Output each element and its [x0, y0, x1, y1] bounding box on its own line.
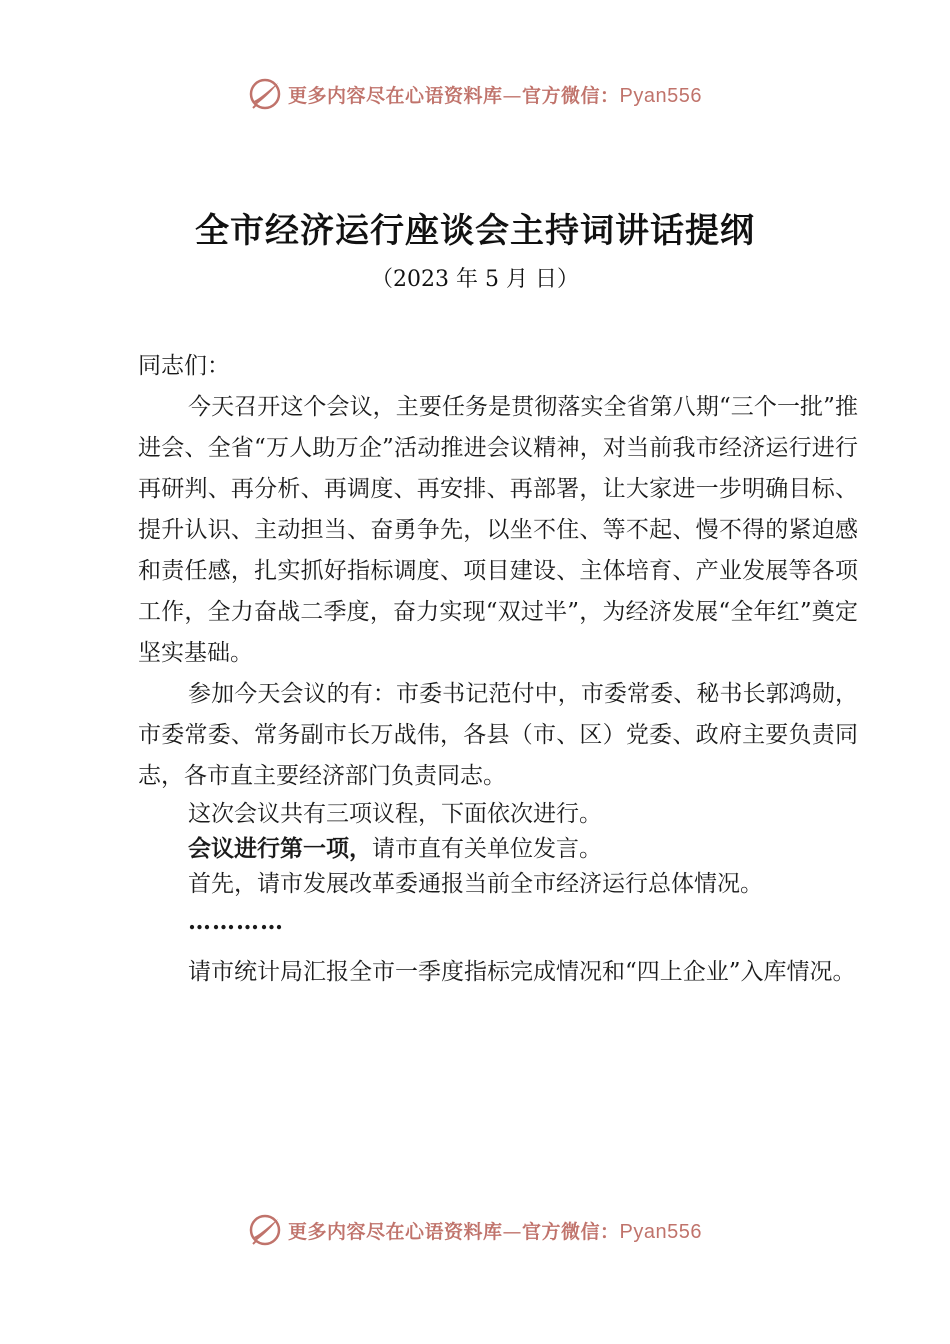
watermark-text [288, 81, 702, 108]
footer-watermark [0, 1210, 950, 1250]
document-title: 全市经济运行座谈会主持词讲话提纲 [195, 211, 755, 251]
document-date: （2023 年 5 月 日） [371, 267, 579, 292]
watermark-text [288, 1217, 702, 1244]
paragraph-statistics: 请市统计局汇报全市一季度指标完成情况和“四上企业”入库情况。 [188, 959, 856, 985]
watermark-dash: — [502, 84, 523, 107]
header-watermark [0, 74, 950, 114]
item-one-lead: 会议进行第一项， [188, 836, 372, 862]
watermark-official: 官方微信： [522, 1220, 620, 1243]
watermark-dash: — [502, 1220, 523, 1243]
quill-logo-icon [248, 1213, 282, 1247]
watermark-wechat-id: Pyan556 [619, 1220, 702, 1243]
item-one-rest: 请市直有关单位发言。 [372, 836, 602, 862]
watermark-main: 更多内容尽在心语资料库 [288, 1220, 503, 1243]
watermark-main: 更多内容尽在心语资料库 [288, 84, 503, 107]
watermark-wechat-id: Pyan556 [619, 84, 702, 107]
quill-logo-icon [248, 77, 282, 111]
paragraph-attendees: 参加今天会议的有：市委书记范付中，市委常委、秘书长郭鸿勋，市委常委、常务副市长万战伟，各县（市、区）党委、政府主要负责同志，各市直主要经济部门负责同志。 [138, 681, 858, 789]
ellipsis-dots: ………… [188, 908, 284, 935]
paragraph-first-speaker: 首先，请市发展改革委通报当前全市经济运行总体情况。 [188, 871, 763, 897]
document-body [138, 346, 858, 993]
paragraph-item-one [138, 832, 858, 867]
salutation: 同志们： [138, 353, 230, 379]
watermark-official: 官方微信： [522, 84, 620, 107]
paragraph-purpose: 今天召开这个会议，主要任务是贯彻落实全省第八期“三个一批”推进会、全省“万人助万企”活动推进会议精神，对当前我市经济运行进行再研判、再分析、再调度、再安排、再部署，让大家进一步明确目标、提升认识、主动担当、奋勇争先，以坐不住、等不起、慢不得的紧迫感和责任感，扎实抓好指标调度、项目建设、主体培育、产业发展等各项工作，全力奋战二季度，奋力实现“双过半”，为经济发展“全年红”奠定坚实基础。 [138, 394, 858, 666]
paragraph-agenda: 这次会议共有三项议程，下面依次进行。 [188, 801, 602, 827]
